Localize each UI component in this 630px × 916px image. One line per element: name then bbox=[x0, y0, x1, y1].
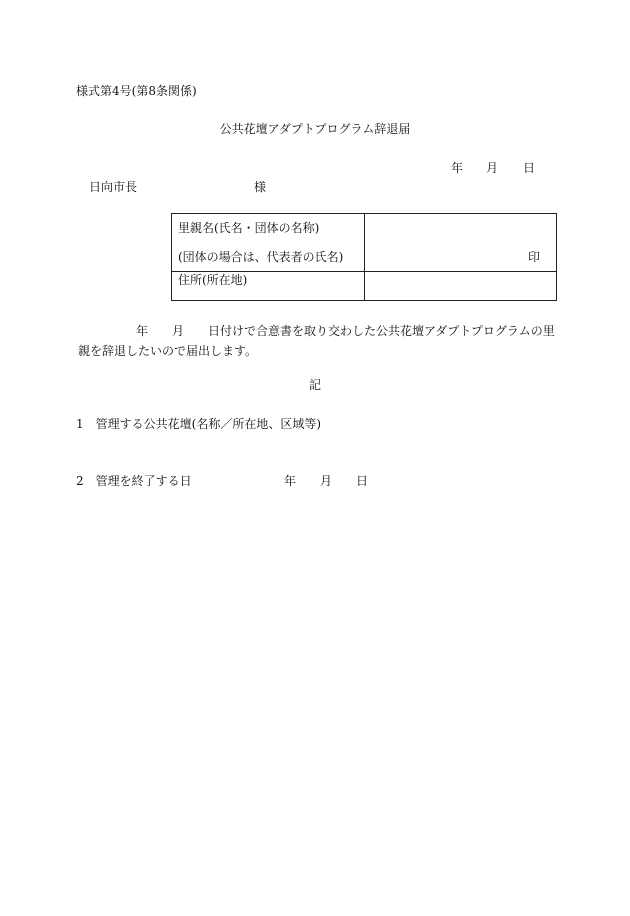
date-month-label: 月 bbox=[486, 161, 499, 175]
item-2-month-label: 月 bbox=[320, 474, 333, 488]
address-label: 住所(所在地) bbox=[178, 273, 248, 287]
date-day-label: 日 bbox=[523, 161, 536, 175]
document-title: 公共花壇アダプトプログラム辞退届 bbox=[219, 122, 411, 136]
name-value-cell[interactable] bbox=[365, 214, 557, 272]
table-row bbox=[172, 214, 557, 272]
item-2: 2 管理を終了する日 bbox=[76, 474, 192, 488]
address-value-cell[interactable] bbox=[365, 272, 557, 301]
address-label-cell bbox=[172, 272, 365, 301]
item-1: 1 管理する公共花壇(名称／所在地、区域等) bbox=[76, 417, 321, 431]
body-paragraph bbox=[78, 321, 558, 361]
body-text: 日付けで合意書を取り交わした公共花壇アダプトプログラムの里親を辞退したいので届出します。 bbox=[78, 324, 555, 358]
representative-label: (団体の場合は、代表者の氏名) bbox=[178, 250, 344, 264]
body-month-label: 月 bbox=[172, 324, 185, 338]
item-2-day-label: 日 bbox=[356, 474, 369, 488]
seal-mark: 印 bbox=[527, 250, 540, 264]
item-2-year-label: 年 bbox=[284, 474, 297, 488]
body-year-label: 年 bbox=[136, 324, 149, 338]
name-label-cell bbox=[172, 214, 365, 272]
table-row bbox=[172, 272, 557, 301]
addressee-honorific: 様 bbox=[254, 180, 267, 194]
form-number: 様式第4号(第8条関係) bbox=[76, 84, 197, 98]
name-label: 里親名(氏名・団体の名称) bbox=[178, 221, 320, 235]
applicant-info-table bbox=[171, 213, 557, 301]
addressee: 日向市長 bbox=[89, 180, 138, 194]
record-heading: 記 bbox=[308, 378, 321, 392]
date-year-label: 年 bbox=[451, 161, 464, 175]
